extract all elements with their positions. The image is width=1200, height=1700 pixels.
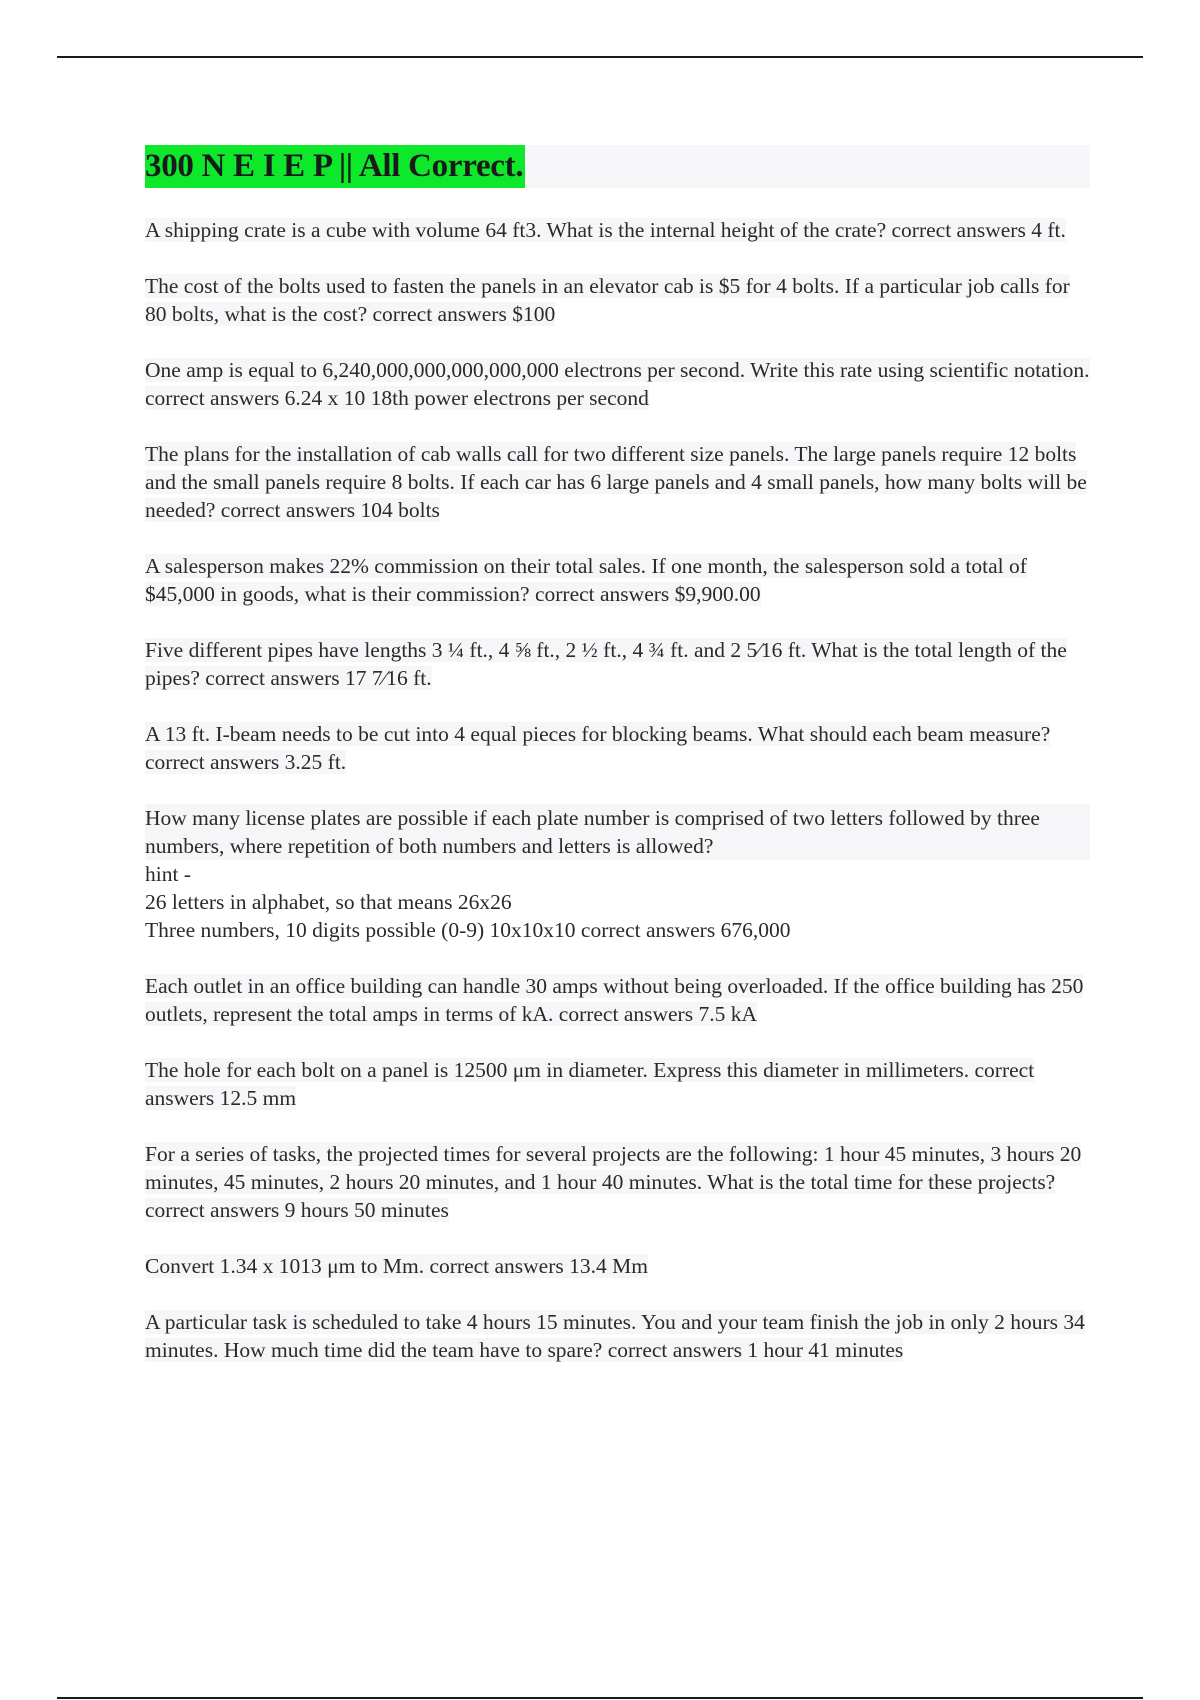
qa-item <box>145 972 1090 1028</box>
qa-text: The cost of the bolts used to fasten the panels in an elevator cab is $5 for 4 bolts. If a particular job calls for 80 bolts, what is the cost? correct answers $100 <box>145 274 1070 326</box>
qa-text: The hole for each bolt on a panel is 12500 μm in diameter. Express this diameter in millimeters. correct answers 12.5 mm <box>145 1058 1035 1110</box>
qa-line: 26 letters in alphabet, so that means 26x26 <box>145 890 512 914</box>
qa-text: Each outlet in an office building can handle 30 amps without being overloaded. If the office building has 250 outlets, represent the total amps in terms of kA. correct answers 7.5 kA <box>145 974 1084 1026</box>
qa-item <box>145 1252 1090 1280</box>
qa-item <box>145 552 1090 608</box>
qa-item-multiline <box>145 804 1090 944</box>
qa-text: For a series of tasks, the projected times for several projects are the following: 1 hour 45 minutes, 3 hours 20 minutes, 45 minutes, 2 hours 20 minutes, and 1 hour 40 minutes. What is the total time for these projects? correct answers 9 hours 50 minutes <box>145 1142 1082 1222</box>
qa-item <box>145 1140 1090 1224</box>
qa-item <box>145 216 1090 244</box>
qa-item <box>145 356 1090 412</box>
qa-item <box>145 1056 1090 1112</box>
qa-item <box>145 1308 1090 1364</box>
qa-text: A particular task is scheduled to take 4 hours 15 minutes. You and your team finish the job in only 2 hours 34 minutes. How much time did the team have to spare? correct answers 1 hour 41 minutes <box>145 1310 1085 1362</box>
qa-line: Three numbers, 10 digits possible (0-9) 10x10x10 correct answers 676,000 <box>145 918 791 942</box>
qa-text: Convert 1.34 x 1013 μm to Mm. correct answers 13.4 Mm <box>145 1254 648 1278</box>
qa-text: A shipping crate is a cube with volume 64 ft3. What is the internal height of the crate? correct answers 4 ft. <box>145 218 1066 242</box>
top-rule <box>57 56 1143 58</box>
qa-item <box>145 272 1090 328</box>
qa-item <box>145 720 1090 776</box>
qa-text: One amp is equal to 6,240,000,000,000,000,000 electrons per second. Write this rate using scientific notation. correct answers 6.24 x 10 18th power electrons per second <box>145 358 1090 410</box>
title-row <box>145 145 1090 188</box>
qa-line: hint - <box>145 862 191 886</box>
page-title: 300 N E I E P || All Correct. <box>145 145 525 188</box>
bottom-rule <box>57 1697 1143 1699</box>
qa-item <box>145 440 1090 524</box>
qa-text: A salesperson makes 22% commission on their total sales. If one month, the salesperson sold a total of $45,000 in goods, what is their commission? correct answers $9,900.00 <box>145 554 1027 606</box>
qa-text: The plans for the installation of cab walls call for two different size panels. The large panels require 12 bolts and the small panels require 8 bolts. If each car has 6 large panels and 4 small panels, how many bolts will be needed? correct answers 104 bolts <box>145 442 1087 522</box>
qa-line: How many license plates are possible if each plate number is comprised of two letters followed by three numbers, where repetition of both numbers and letters is allowed? <box>145 804 1090 860</box>
qa-text: Five different pipes have lengths 3 ¼ ft., 4 ⅝ ft., 2 ½ ft., 4 ¾ ft. and 2 5⁄16 ft. What is the total length of the pipes? correct answers 17 7⁄16 ft. <box>145 638 1067 690</box>
qa-item <box>145 636 1090 692</box>
qa-text: A 13 ft. I-beam needs to be cut into 4 equal pieces for blocking beams. What should each beam measure? correct answers 3.25 ft. <box>145 722 1051 774</box>
document-body <box>145 145 1090 1392</box>
